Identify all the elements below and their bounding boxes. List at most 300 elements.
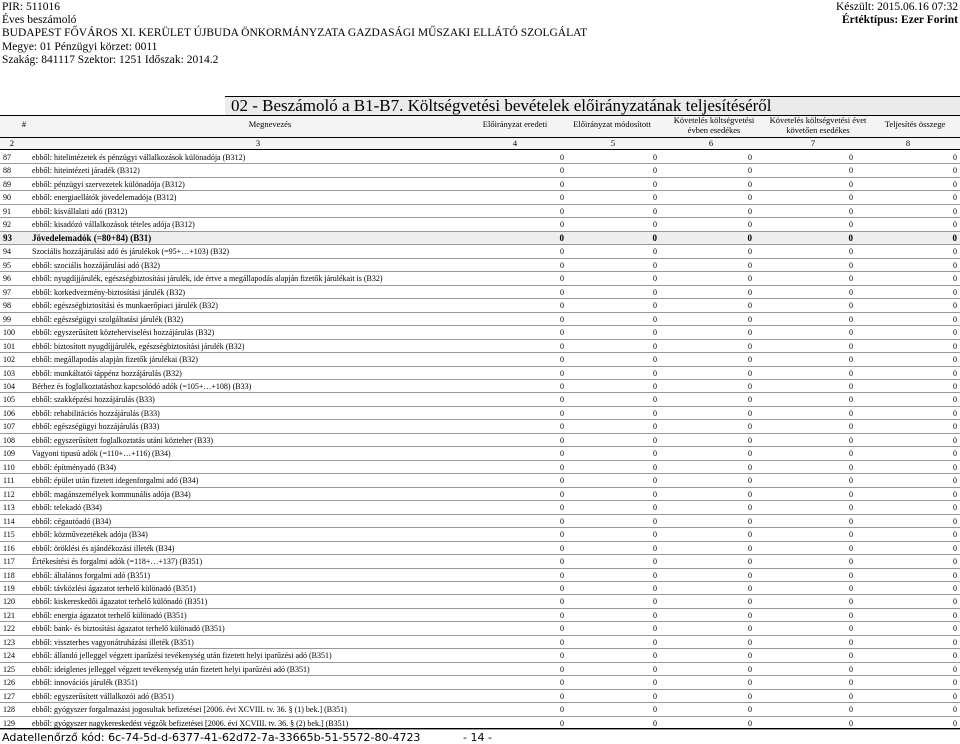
row-value: 0 xyxy=(748,381,752,391)
row-value: 0 xyxy=(560,610,564,620)
row-value: 0 xyxy=(560,462,564,472)
col-hash: # xyxy=(21,119,27,129)
table-row xyxy=(0,286,960,299)
row-value: 0 xyxy=(849,624,853,634)
row-value: 0 xyxy=(560,274,564,284)
row-value: 0 xyxy=(748,557,752,567)
row-label: ebből: energia ágazatot terhelő különadó (B351) xyxy=(32,610,187,620)
row-value: 0 xyxy=(953,166,957,176)
row-value: 0 xyxy=(748,408,752,418)
col-number: 2 xyxy=(9,138,15,148)
row-value: 0 xyxy=(653,610,657,620)
table-row xyxy=(0,703,960,716)
row-value: 0 xyxy=(560,691,564,701)
row-value: 0 xyxy=(748,584,752,593)
row-value: 0 xyxy=(748,166,752,176)
row-value: 0 xyxy=(953,637,957,647)
row-value: 0 xyxy=(653,584,657,593)
table-row xyxy=(0,676,960,689)
value-type: Értéktípus: Ezer Forint xyxy=(841,14,958,27)
row-value: 0 xyxy=(560,341,564,351)
table-row xyxy=(0,474,960,487)
row-value: 0 xyxy=(748,610,752,620)
row-number: 93 xyxy=(3,232,12,243)
row-number: 118 xyxy=(3,570,15,580)
row-value: 0 xyxy=(653,462,657,472)
row-value: 0 xyxy=(748,287,752,297)
row-number: 91 xyxy=(3,206,11,216)
col-number: 5 xyxy=(610,138,616,148)
created-timestamp: Készült: 2015.06.16 07:32 xyxy=(835,1,958,13)
row-number: 117 xyxy=(3,557,15,567)
row-value: 0 xyxy=(653,328,657,338)
row-value: 0 xyxy=(653,637,657,647)
row-value: 0 xyxy=(653,705,657,715)
row-value: 0 xyxy=(748,179,752,189)
row-value: 0 xyxy=(559,232,564,243)
row-value: 0 xyxy=(953,597,957,607)
table-row xyxy=(0,636,960,649)
row-number: 112 xyxy=(3,489,15,499)
row-value: 0 xyxy=(849,637,853,647)
row-value: 0 xyxy=(560,193,564,203)
row-value: 0 xyxy=(748,193,752,203)
row-value: 0 xyxy=(953,287,957,297)
row-number: 89 xyxy=(3,179,11,189)
row-label: ebből: megállapodás alapján fizetők járulékai (B32) xyxy=(32,355,198,365)
row-value: 0 xyxy=(653,435,657,445)
row-value: 0 xyxy=(849,530,853,540)
row-value: 0 xyxy=(953,584,957,593)
row-number: 110 xyxy=(3,462,15,472)
row-value: 0 xyxy=(748,489,752,499)
row-value: 0 xyxy=(748,328,752,338)
row-label: ebből: nyugdíjjárulék, egészségbiztosítási járulék, ide értve a megállapodás alapján fizetők járulékait is (B32) xyxy=(32,274,383,284)
row-value: 0 xyxy=(849,166,853,176)
row-label: ebből: kiskereskedői ágazatot terhelő különadó (B351) xyxy=(32,597,208,607)
row-number: 98 xyxy=(3,301,11,311)
row-value: 0 xyxy=(653,301,657,311)
row-number: 125 xyxy=(3,664,15,674)
row-value: 0 xyxy=(748,664,752,674)
row-value: 0 xyxy=(560,449,564,459)
row-value: 0 xyxy=(653,247,657,257)
row-value: 0 xyxy=(653,678,657,688)
verification-code: Adatellenőrző kód: 6c-74-5d-d-6377-41-62d72-7a-33665b-51-5572-80-4723 xyxy=(2,731,421,744)
row-number: 97 xyxy=(3,287,11,297)
row-label: ebből: cégautóadó (B34) xyxy=(32,516,112,526)
row-value: 0 xyxy=(953,153,957,162)
row-value: 0 xyxy=(849,691,853,701)
row-value: 0 xyxy=(849,220,853,230)
row-value: 0 xyxy=(953,530,957,540)
table-row xyxy=(0,609,960,622)
row-value: 0 xyxy=(653,691,657,701)
row-value: 0 xyxy=(748,691,752,701)
row-number: 123 xyxy=(3,637,15,647)
row-label: ebből: innovációs járulék (B351) xyxy=(32,678,138,688)
row-number: 128 xyxy=(3,705,15,715)
row-value: 0 xyxy=(953,422,957,432)
row-number: 116 xyxy=(3,543,15,553)
table-row xyxy=(0,555,960,568)
row-value: 0 xyxy=(560,408,564,418)
row-number: 105 xyxy=(3,395,15,405)
row-number: 129 xyxy=(3,718,15,728)
row-value: 0 xyxy=(849,153,853,162)
row-value: 0 xyxy=(653,206,657,216)
row-value: 0 xyxy=(849,408,853,418)
col-claims-current: Követelés költségvetési évben esedékes xyxy=(673,115,755,135)
row-label: Bérhez és foglalkoztatáshoz kapcsolódó adók (=105+…+108) (B33) xyxy=(32,381,252,391)
table-row xyxy=(0,164,960,177)
row-number: 120 xyxy=(3,597,15,607)
table-row xyxy=(0,191,960,204)
row-value: 0 xyxy=(849,206,853,216)
row-label: ebből: gyógyszer forgalmazási jogosultak befizetései [2006. évi XCVIII. tv. 36. § (1) bek.] (B351) xyxy=(32,705,347,715)
row-label: ebből: kisvállalati adó (B312) xyxy=(32,206,128,216)
row-number: 100 xyxy=(3,328,15,338)
row-label: ebből: szakképzési hozzájárulás (B33) xyxy=(32,395,155,405)
row-number: 96 xyxy=(3,274,11,284)
row-value: 0 xyxy=(560,179,564,189)
table-row xyxy=(0,434,960,447)
row-value: 0 xyxy=(560,543,564,553)
row-value: 0 xyxy=(748,355,752,365)
row-label: ebből: telekadó (B34) xyxy=(32,503,102,513)
row-value: 0 xyxy=(560,422,564,432)
row-value: 0 xyxy=(653,651,657,661)
row-value: 0 xyxy=(653,355,657,365)
table-row xyxy=(0,353,960,366)
row-value: 0 xyxy=(953,206,957,216)
row-value: 0 xyxy=(560,355,564,365)
row-value: 0 xyxy=(560,664,564,674)
row-label: ebből: öröklési és ajándékozási illeték (B34) xyxy=(32,543,175,553)
row-value: 0 xyxy=(849,557,853,567)
row-value: 0 xyxy=(748,220,752,230)
row-value: 0 xyxy=(560,476,564,486)
row-value: 0 xyxy=(849,610,853,620)
row-value: 0 xyxy=(653,287,657,297)
row-number: 104 xyxy=(3,381,15,391)
row-value: 0 xyxy=(748,368,752,378)
row-label: ebből: energiaellátók jövedelemadója (B312) xyxy=(32,193,177,203)
row-number: 111 xyxy=(3,476,15,486)
page-footer xyxy=(0,728,960,744)
row-value: 0 xyxy=(560,301,564,311)
table-row xyxy=(0,407,960,420)
row-value: 0 xyxy=(953,664,957,674)
row-value: 0 xyxy=(748,570,752,580)
row-label: ebből: munkáltatói táppénz hozzájárulás (B32) xyxy=(32,368,182,378)
row-value: 0 xyxy=(653,179,657,189)
row-value: 0 xyxy=(560,368,564,378)
row-value: 0 xyxy=(953,489,957,499)
row-value: 0 xyxy=(748,678,752,688)
row-value: 0 xyxy=(560,557,564,567)
row-value: 0 xyxy=(653,664,657,674)
table-row xyxy=(0,259,960,272)
col-number: 3 xyxy=(255,138,261,148)
row-value: 0 xyxy=(653,220,657,230)
row-value: 0 xyxy=(953,260,957,270)
row-number: 124 xyxy=(3,651,15,661)
row-value: 0 xyxy=(653,368,657,378)
row-value: 0 xyxy=(653,449,657,459)
row-value: 0 xyxy=(560,637,564,647)
row-label: ebből: visszterhes vagyonátruházási illeték (B351) xyxy=(32,637,194,647)
sector-info: Szakág: 841117 Szektor: 1251 Időszak: 2014.2 xyxy=(2,53,219,66)
row-value: 0 xyxy=(953,220,957,230)
row-value: 0 xyxy=(653,503,657,513)
row-value: 0 xyxy=(653,193,657,203)
row-label: ebből: pénzügyi szervezetek különadója (B312) xyxy=(32,179,185,189)
row-value: 0 xyxy=(560,530,564,540)
row-value: 0 xyxy=(748,597,752,607)
row-value: 0 xyxy=(653,718,657,728)
row-number: 106 xyxy=(3,408,15,418)
column-numbers xyxy=(0,138,960,150)
row-value: 0 xyxy=(849,274,853,284)
row-value: 0 xyxy=(849,381,853,391)
row-value: 0 xyxy=(953,328,957,338)
row-value: 0 xyxy=(748,274,752,284)
row-number: 119 xyxy=(3,584,15,593)
report-header-left xyxy=(2,1,702,67)
table-row xyxy=(0,232,960,245)
row-number: 103 xyxy=(3,368,15,378)
row-label: ebből: egészségügyi szolgáltatási járulék (B32) xyxy=(32,314,184,324)
row-value: 0 xyxy=(953,503,957,513)
row-value: 0 xyxy=(748,705,752,715)
table-row xyxy=(0,178,960,191)
table-row xyxy=(0,380,960,393)
row-value: 0 xyxy=(849,368,853,378)
row-label: ebből: közművezetékek adója (B34) xyxy=(32,530,148,540)
table-row xyxy=(0,595,960,608)
col-original-budget: Előirányzat eredeti xyxy=(482,119,548,129)
row-number: 122 xyxy=(3,624,15,634)
row-value: 0 xyxy=(560,153,564,162)
row-value: 0 xyxy=(849,705,853,715)
row-value: 0 xyxy=(848,232,853,243)
row-value: 0 xyxy=(953,341,957,351)
row-number: 109 xyxy=(3,449,15,459)
row-value: 0 xyxy=(849,462,853,472)
row-value: 0 xyxy=(748,651,752,661)
row-value: 0 xyxy=(653,543,657,553)
row-value: 0 xyxy=(748,530,752,540)
row-value: 0 xyxy=(560,381,564,391)
row-value: 0 xyxy=(953,179,957,189)
table-row xyxy=(0,272,960,285)
row-value: 0 xyxy=(849,260,853,270)
row-value: 0 xyxy=(653,570,657,580)
row-value: 0 xyxy=(653,166,657,176)
row-label: Vagyoni tipusú adók (=110+…+116) (B34) xyxy=(32,449,171,459)
row-value: 0 xyxy=(653,314,657,324)
col-claims-following: Követelés költségvetési évet követően esedékes xyxy=(769,115,867,135)
table-row xyxy=(0,245,960,258)
row-value: 0 xyxy=(747,232,752,243)
table-row xyxy=(0,663,960,676)
row-value: 0 xyxy=(560,395,564,405)
row-label: ebből: korkedvezmény-biztosítási járulék (B32) xyxy=(32,287,186,297)
organization-name: BUDAPEST FŐVÁROS XI. KERÜLET ÚJBUDA ÖNKORMÁNYZATA GAZDASÁGI MŰSZAKI ELLÁTÓ SZOLGÁLAT xyxy=(2,27,588,40)
row-label: ebből: szociális hozzájárulási adó (B32) xyxy=(32,260,160,270)
row-label: ebből: hiteintézeti járadék (B312) xyxy=(32,166,140,176)
row-value: 0 xyxy=(748,449,752,459)
table-row xyxy=(0,393,960,406)
row-value: 0 xyxy=(849,193,853,203)
table-row xyxy=(0,528,960,541)
table-row xyxy=(0,326,960,339)
row-value: 0 xyxy=(849,651,853,661)
row-value: 0 xyxy=(748,395,752,405)
row-label: ebből: egyszerűsített foglalkoztatás utáni közteher (B33) xyxy=(32,435,214,445)
row-value: 0 xyxy=(849,570,853,580)
row-value: 0 xyxy=(849,597,853,607)
row-label: ebből: egyszerűsített vállalkozói adó (B351) xyxy=(32,691,174,701)
row-number: 115 xyxy=(3,530,15,540)
table-row xyxy=(0,622,960,635)
row-value: 0 xyxy=(953,301,957,311)
row-number: 87 xyxy=(3,153,11,162)
row-value: 0 xyxy=(653,597,657,607)
row-label: ebből: épület után fizetett idegenforgalmi adó (B34) xyxy=(32,476,199,486)
row-value: 0 xyxy=(849,449,853,459)
row-value: 0 xyxy=(653,153,657,162)
row-value: 0 xyxy=(653,395,657,405)
row-value: 0 xyxy=(560,166,564,176)
row-label: ebből: egészségügyi hozzájárulás (B33) xyxy=(32,422,160,432)
row-label: Értékesítési és forgalmi adók (=118+…+137) (B351) xyxy=(32,557,203,567)
row-number: 99 xyxy=(3,314,11,324)
row-value: 0 xyxy=(849,341,853,351)
report-kind: Éves beszámoló xyxy=(2,14,77,27)
row-value: 0 xyxy=(953,368,957,378)
row-number: 94 xyxy=(3,247,11,257)
row-label: Szociális hozzájárulási adó és járulékok (=95+…+103) (B32) xyxy=(32,247,230,257)
district-info: Megye: 01 Pénzügyi körzet: 0011 xyxy=(2,40,158,53)
table-row xyxy=(0,299,960,312)
report-title: 02 - Beszámoló a B1-B7. Költségvetési bevételek előirányzatának teljesítéséről xyxy=(225,96,960,115)
row-value: 0 xyxy=(953,691,957,701)
row-value: 0 xyxy=(849,435,853,445)
col-number: 8 xyxy=(905,138,911,148)
table-row xyxy=(0,420,960,433)
row-value: 0 xyxy=(849,476,853,486)
row-value: 0 xyxy=(953,705,957,715)
row-value: 0 xyxy=(653,408,657,418)
row-number: 113 xyxy=(3,503,15,513)
row-label: ebből: kisadózó vállalkozások tételes adója (B312) xyxy=(32,220,195,230)
col-number: 7 xyxy=(810,138,816,148)
row-value: 0 xyxy=(748,462,752,472)
row-value: 0 xyxy=(653,260,657,270)
row-number: 108 xyxy=(3,435,15,445)
row-value: 0 xyxy=(748,341,752,351)
row-value: 0 xyxy=(849,503,853,513)
row-value: 0 xyxy=(653,624,657,634)
row-value: 0 xyxy=(953,435,957,445)
row-value: 0 xyxy=(560,597,564,607)
table-row xyxy=(0,205,960,218)
row-value: 0 xyxy=(953,193,957,203)
table-header xyxy=(0,115,960,138)
row-value: 0 xyxy=(560,570,564,580)
row-value: 0 xyxy=(560,584,564,593)
row-value: 0 xyxy=(953,624,957,634)
row-value: 0 xyxy=(953,610,957,620)
table-row xyxy=(0,515,960,528)
row-label: Jövedelemadók (=80+84) (B31) xyxy=(32,232,152,243)
row-value: 0 xyxy=(748,543,752,553)
row-value: 0 xyxy=(652,232,657,243)
table-row xyxy=(0,461,960,474)
table-row xyxy=(0,542,960,555)
row-value: 0 xyxy=(748,301,752,311)
row-value: 0 xyxy=(953,355,957,365)
row-value: 0 xyxy=(748,503,752,513)
row-value: 0 xyxy=(953,395,957,405)
row-value: 0 xyxy=(653,341,657,351)
col-modified-budget: Előirányzat módosított xyxy=(573,119,651,129)
row-value: 0 xyxy=(953,651,957,661)
row-label: ebből: rehabilitációs hozzájárulás (B33) xyxy=(32,408,160,418)
row-value: 0 xyxy=(953,274,957,284)
table-row xyxy=(0,690,960,703)
row-value: 0 xyxy=(849,301,853,311)
row-value: 0 xyxy=(953,314,957,324)
col-name: Megnevezés xyxy=(248,119,292,129)
table-row xyxy=(0,340,960,353)
row-number: 107 xyxy=(3,422,15,432)
row-number: 95 xyxy=(3,260,11,270)
row-number: 101 xyxy=(3,341,15,351)
table-row xyxy=(0,569,960,582)
row-value: 0 xyxy=(653,489,657,499)
row-value: 0 xyxy=(748,637,752,647)
row-value: 0 xyxy=(953,408,957,418)
row-number: 88 xyxy=(3,166,11,176)
table-row xyxy=(0,313,960,326)
row-value: 0 xyxy=(849,355,853,365)
row-number: 121 xyxy=(3,610,15,620)
report-header-right xyxy=(836,1,958,27)
row-value: 0 xyxy=(849,328,853,338)
row-value: 0 xyxy=(560,624,564,634)
row-value: 0 xyxy=(653,516,657,526)
row-value: 0 xyxy=(953,476,957,486)
row-label: ebből: távközlési ágazatot terhelő különadó (B351) xyxy=(32,584,196,593)
row-value: 0 xyxy=(748,516,752,526)
row-value: 0 xyxy=(849,287,853,297)
row-value: 0 xyxy=(560,651,564,661)
row-value: 0 xyxy=(849,664,853,674)
row-label: ebből: gyógyszer nagykereskedést végzők befizetései [2006. évi XCVIII. tv. 36. § (2) bek.] (B351) xyxy=(32,718,349,728)
row-label: ebből: egyszerűsített közteherviselési hozzájárulás (B32) xyxy=(32,328,215,338)
row-value: 0 xyxy=(953,718,957,728)
row-value: 0 xyxy=(560,678,564,688)
row-value: 0 xyxy=(748,422,752,432)
row-value: 0 xyxy=(849,422,853,432)
row-value: 0 xyxy=(653,476,657,486)
row-number: 114 xyxy=(3,516,15,526)
row-value: 0 xyxy=(748,314,752,324)
row-value: 0 xyxy=(748,153,752,162)
